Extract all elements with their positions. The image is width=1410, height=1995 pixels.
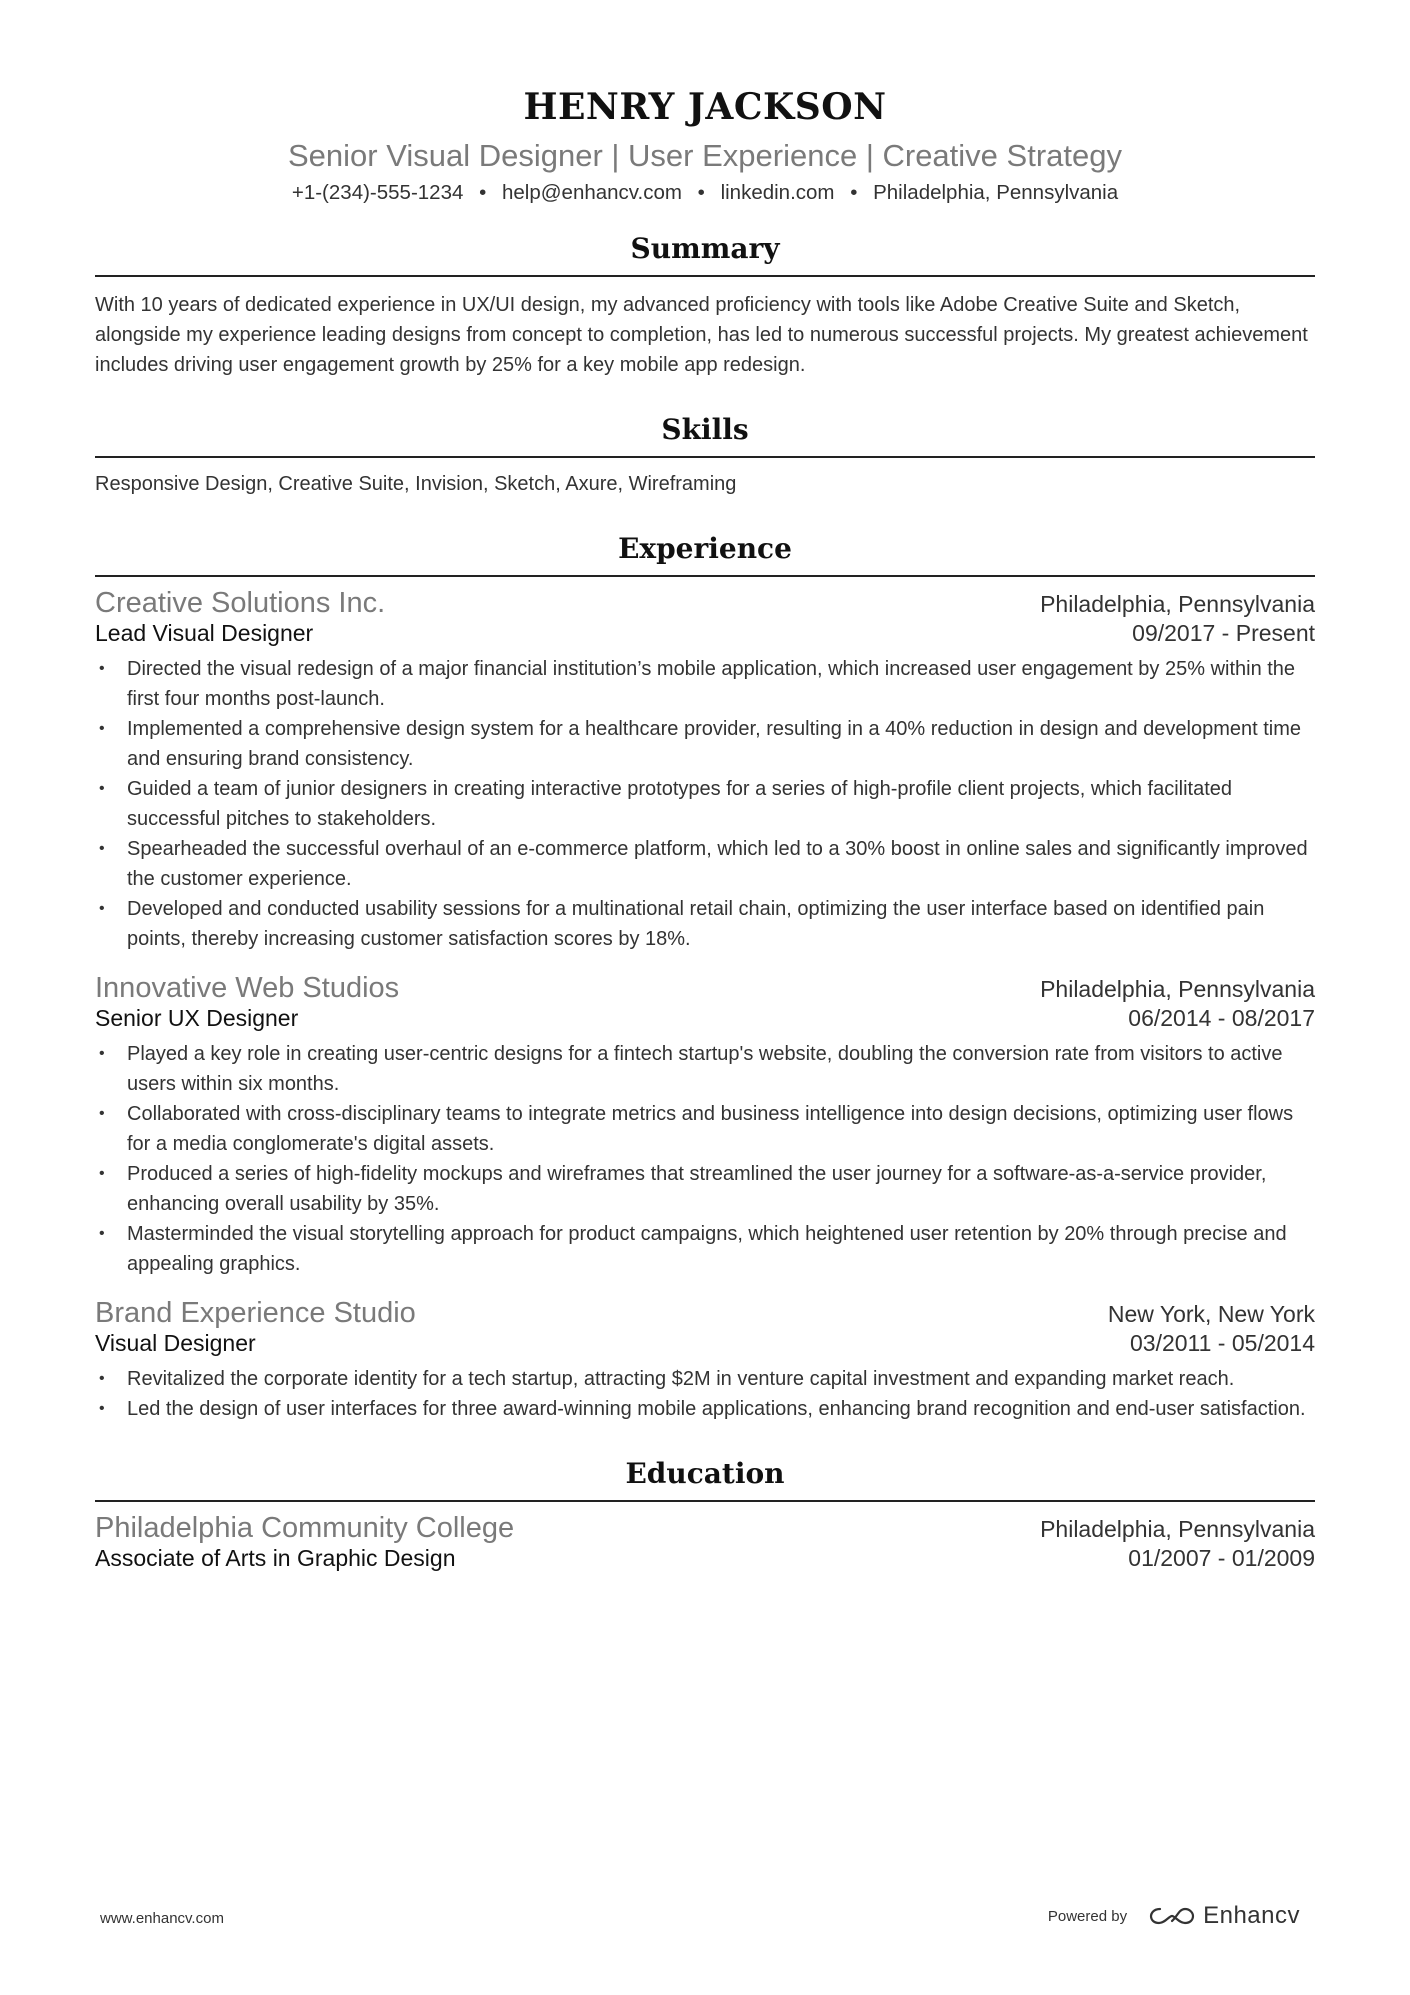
experience-section (95, 532, 1315, 1424)
bullet-item: • Implemented a comprehensive design system for a healthcare provider, resulting in a 40% reduction in design and development time and ensuring brand consistency. (95, 714, 1315, 774)
job-dates: 09/2017 - Present (1132, 620, 1315, 646)
job-subheader (95, 620, 1315, 647)
job-subheader (95, 1330, 1315, 1357)
bullet-item: • Revitalized the corporate identity for a tech startup, attracting $2M in venture capital investment and expanding market reach. (95, 1364, 1315, 1394)
job-bullets (95, 654, 1315, 954)
section-title-skills: Skills (95, 413, 1315, 458)
section-title-summary: Summary (95, 232, 1315, 277)
linkedin-link[interactable]: linkedin.com (720, 181, 835, 204)
bullet-item: • Spearheaded the successful overhaul of an e-commerce platform, which led to a 30% boost in online sales and significantly improved the customer experience. (95, 834, 1315, 894)
job-header (95, 1297, 1315, 1330)
bullet-item: • Produced a series of high-fidelity mockups and wireframes that streamlined the user journey for a software-as-a-service provider, enhancing overall usability by 35%. (95, 1159, 1315, 1219)
company-name: Innovative Web Studios (95, 972, 400, 1004)
bullet-item: • Directed the visual redesign of a major financial institution’s mobile application, which increased user engagement by 25% within the first four months post-launch. (95, 654, 1315, 714)
phone[interactable]: +1-(234)-555-1234 (291, 181, 464, 204)
job-bullets (95, 1039, 1315, 1279)
section-title-experience: Experience (95, 532, 1315, 577)
skills-text: Responsive Design, Creative Suite, Invision, Sketch, Axure, Wireframing (95, 473, 737, 495)
bullet-item: • Masterminded the visual storytelling approach for product campaigns, which heightened user retention by 20% through precise and appealing graphics. (95, 1219, 1315, 1279)
education-entry (95, 1512, 1315, 1572)
school-name: Philadelphia Community College (95, 1512, 515, 1544)
education-subheader (95, 1545, 1315, 1572)
resume-content (95, 0, 1315, 1572)
email-link[interactable]: help@enhancv.com (501, 181, 682, 204)
separator-dot: • (697, 181, 705, 204)
separator-dot: • (479, 181, 487, 204)
company-name: Brand Experience Studio (95, 1297, 416, 1329)
job-header (95, 587, 1315, 620)
contact-line (95, 181, 1315, 205)
footer-branding (1048, 1902, 1300, 1930)
job-role: Senior UX Designer (95, 1005, 299, 1031)
footer-website-link[interactable]: www.enhancv.com (100, 1910, 224, 1927)
job-subheader (95, 1005, 1315, 1032)
school-location: Philadelphia, Pennsylvania (1040, 1516, 1315, 1542)
location: Philadelphia, Pennsylvania (873, 181, 1119, 204)
skills-section (95, 413, 1315, 499)
brand-name: Enhancv (1203, 1902, 1300, 1929)
separator-dot: • (850, 181, 858, 204)
job-entry (95, 1297, 1315, 1424)
bullet-item: • Led the design of user interfaces for three award-winning mobile applications, enhancing brand recognition and end-user satisfaction. (95, 1394, 1315, 1424)
bullet-item: • Played a key role in creating user-centric designs for a fintech startup's website, doubling the conversion rate from visitors to active users within six months. (95, 1039, 1315, 1099)
job-dates: 03/2011 - 05/2014 (1129, 1330, 1315, 1356)
powered-by-label: Powered by (1047, 1907, 1128, 1925)
section-title-education: Education (95, 1457, 1315, 1502)
job-location: Philadelphia, Pennsylvania (1040, 591, 1315, 617)
degree: Associate of Arts in Graphic Design (95, 1545, 456, 1571)
job-entry (95, 587, 1315, 954)
education-section (95, 1457, 1315, 1572)
summary-section (95, 232, 1315, 380)
candidate-headline: Senior Visual Designer | User Experience | Creative Strategy (288, 138, 1122, 173)
job-location: Philadelphia, Pennsylvania (1040, 976, 1315, 1002)
bullet-item: • Developed and conducted usability sessions for a multinational retail chain, optimizing the user interface based on identified pain points, thereby increasing customer satisfaction scores by 18%. (95, 894, 1315, 954)
company-name: Creative Solutions Inc. (95, 587, 386, 619)
infinity-logo-icon (1149, 1905, 1195, 1927)
job-role: Visual Designer (95, 1330, 256, 1356)
education-dates: 01/2007 - 01/2009 (1128, 1545, 1315, 1571)
job-header (95, 972, 1315, 1005)
summary-text: With 10 years of dedicated experience in UX/UI design, my advanced proficiency with tools like Adobe Creative Suite and Sketch, alongside my experience leading designs from concept to completion, has led to numerous successful projects. My greatest achievement includes driving user engagement growth by 25% for a key mobile app redesign. (95, 294, 1308, 376)
bullet-item: • Collaborated with cross-disciplinary teams to integrate metrics and business intelligence into design decisions, optimizing user flows for a media conglomerate's digital assets. (95, 1099, 1315, 1159)
education-header (95, 1512, 1315, 1545)
job-location: New York, New York (1107, 1301, 1315, 1327)
job-entry (95, 972, 1315, 1279)
job-dates: 06/2014 - 08/2017 (1128, 1005, 1315, 1031)
enhancv-logo[interactable] (1149, 1902, 1300, 1930)
bullet-item: • Guided a team of junior designers in creating interactive prototypes for a series of high-profile client projects, which facilitated successful pitches to stakeholders. (95, 774, 1315, 834)
candidate-name: HENRY JACKSON (523, 86, 887, 128)
job-role: Lead Visual Designer (95, 620, 314, 646)
job-bullets (95, 1364, 1315, 1424)
